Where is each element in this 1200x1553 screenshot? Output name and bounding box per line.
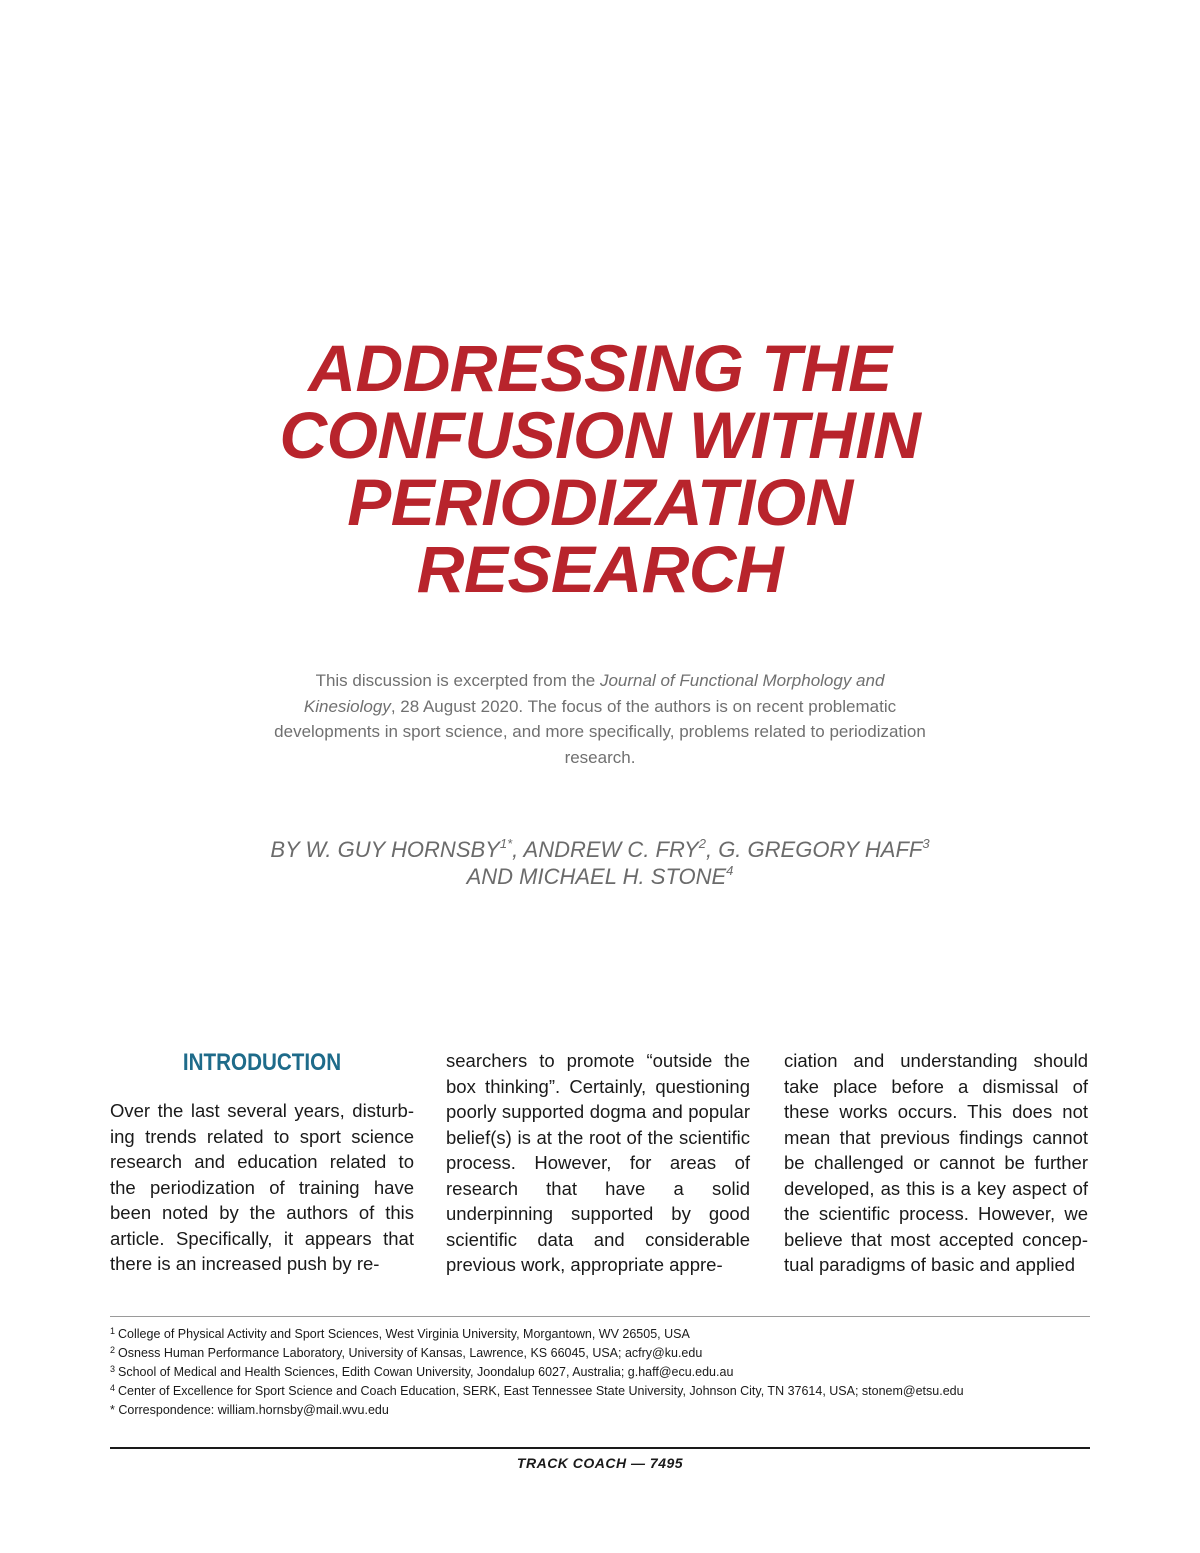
article-title xyxy=(150,331,1050,606)
footnote-text: Osness Human Performance Laboratory, University of Kansas, Lawrence, KS 66045, USA; acfry@ku.edu xyxy=(118,1346,703,1360)
footnote-text: Correspondence: william.hornsby@mail.wvu.edu xyxy=(118,1403,389,1417)
footnote-mark: 4 xyxy=(110,1383,116,1393)
author-byline xyxy=(200,836,1000,890)
body-paragraph: ciation and understanding should take place before a dismissal of these works occurs. This does not mean that previous findings cannot be challenged or cannot be further developed, as this is a key aspect of the scientific process. However, we believe that most accepted conceptual paradigms of basic and applied xyxy=(784,1050,1088,1275)
footer-divider xyxy=(110,1447,1090,1449)
footnote-mark: 3 xyxy=(110,1364,116,1374)
body-column-3 xyxy=(784,1048,1088,1278)
title-line: PERIODIZATION xyxy=(347,465,853,539)
footnote-text: Center of Excellence for Sport Science and Coach Education, SERK, East Tennessee State University, Johnson City, TN 37614, USA; stonem@etsu.edu xyxy=(118,1384,964,1398)
section-heading: INTRODUCTION xyxy=(182,1049,342,1076)
footnote xyxy=(110,1382,1090,1401)
footnote-mark: * xyxy=(110,1403,115,1417)
author-4: AND MICHAEL H. STONE xyxy=(466,864,727,889)
body-column-2 xyxy=(446,1048,750,1278)
standfirst-text-pre: This discussion is excerpted from the xyxy=(315,671,600,690)
footnote xyxy=(110,1325,1090,1344)
footnotes xyxy=(110,1325,1090,1420)
footnote-mark: 2 xyxy=(110,1345,116,1355)
author-4-affiliation: 4 xyxy=(726,863,734,878)
author-1-affiliation: 1* xyxy=(499,836,513,851)
journal-name: Journal of Functional Morphology and Kinesiology xyxy=(303,671,885,716)
footnote-text: School of Medical and Health Sciences, Edith Cowan University, Joondalup 6027, Australia; g.haff@ecu.edu.au xyxy=(118,1365,734,1379)
author-1: BY W. GUY HORNSBY xyxy=(270,837,500,862)
body-columns xyxy=(110,1048,1090,1288)
title-line: ADDRESSING THE xyxy=(308,331,892,405)
byline-line-1 xyxy=(200,836,1000,863)
footnote-divider xyxy=(110,1316,1090,1317)
page-footer: TRACK COACH — 7495 xyxy=(516,1455,684,1471)
footnote-text: College of Physical Activity and Sport Sciences, West Virginia University, Morgantown, WV 26505, USA xyxy=(118,1327,690,1341)
standfirst-text-post: , 28 August 2020. The focus of the authors is on recent problematic developments in sport science, and more specifically, problems related to periodization research. xyxy=(274,696,926,767)
author-3: , G. GREGORY HAFF xyxy=(705,837,923,862)
article-standfirst xyxy=(270,668,930,770)
footnote xyxy=(110,1401,1090,1420)
footnote xyxy=(110,1363,1090,1382)
author-2: , ANDREW C. FRY xyxy=(512,837,699,862)
byline-line-2 xyxy=(200,863,1000,890)
footnote-mark: 1 xyxy=(110,1326,116,1336)
footnote xyxy=(110,1344,1090,1363)
body-column-1 xyxy=(110,1048,414,1277)
body-paragraph: Over the last several years, disturbing trends related to sport science research and education related to the periodization of training have been noted by the authors of this article. Specifically, it appears that there is an increased push by re- xyxy=(110,1100,414,1274)
author-2-affiliation: 2 xyxy=(698,836,706,851)
body-paragraph: searchers to promote “outside the box thinking”. Certainly, questioning poorly supported dogma and popular belief(s) is at the root of the scientific process. However, for areas of research that have a solid underpinning supported by good scientific data and considerable previous work, appropriate appre- xyxy=(446,1050,750,1275)
author-3-affiliation: 3 xyxy=(922,836,930,851)
title-line: RESEARCH xyxy=(416,532,784,606)
title-line: CONFUSION WITHIN xyxy=(279,398,921,472)
